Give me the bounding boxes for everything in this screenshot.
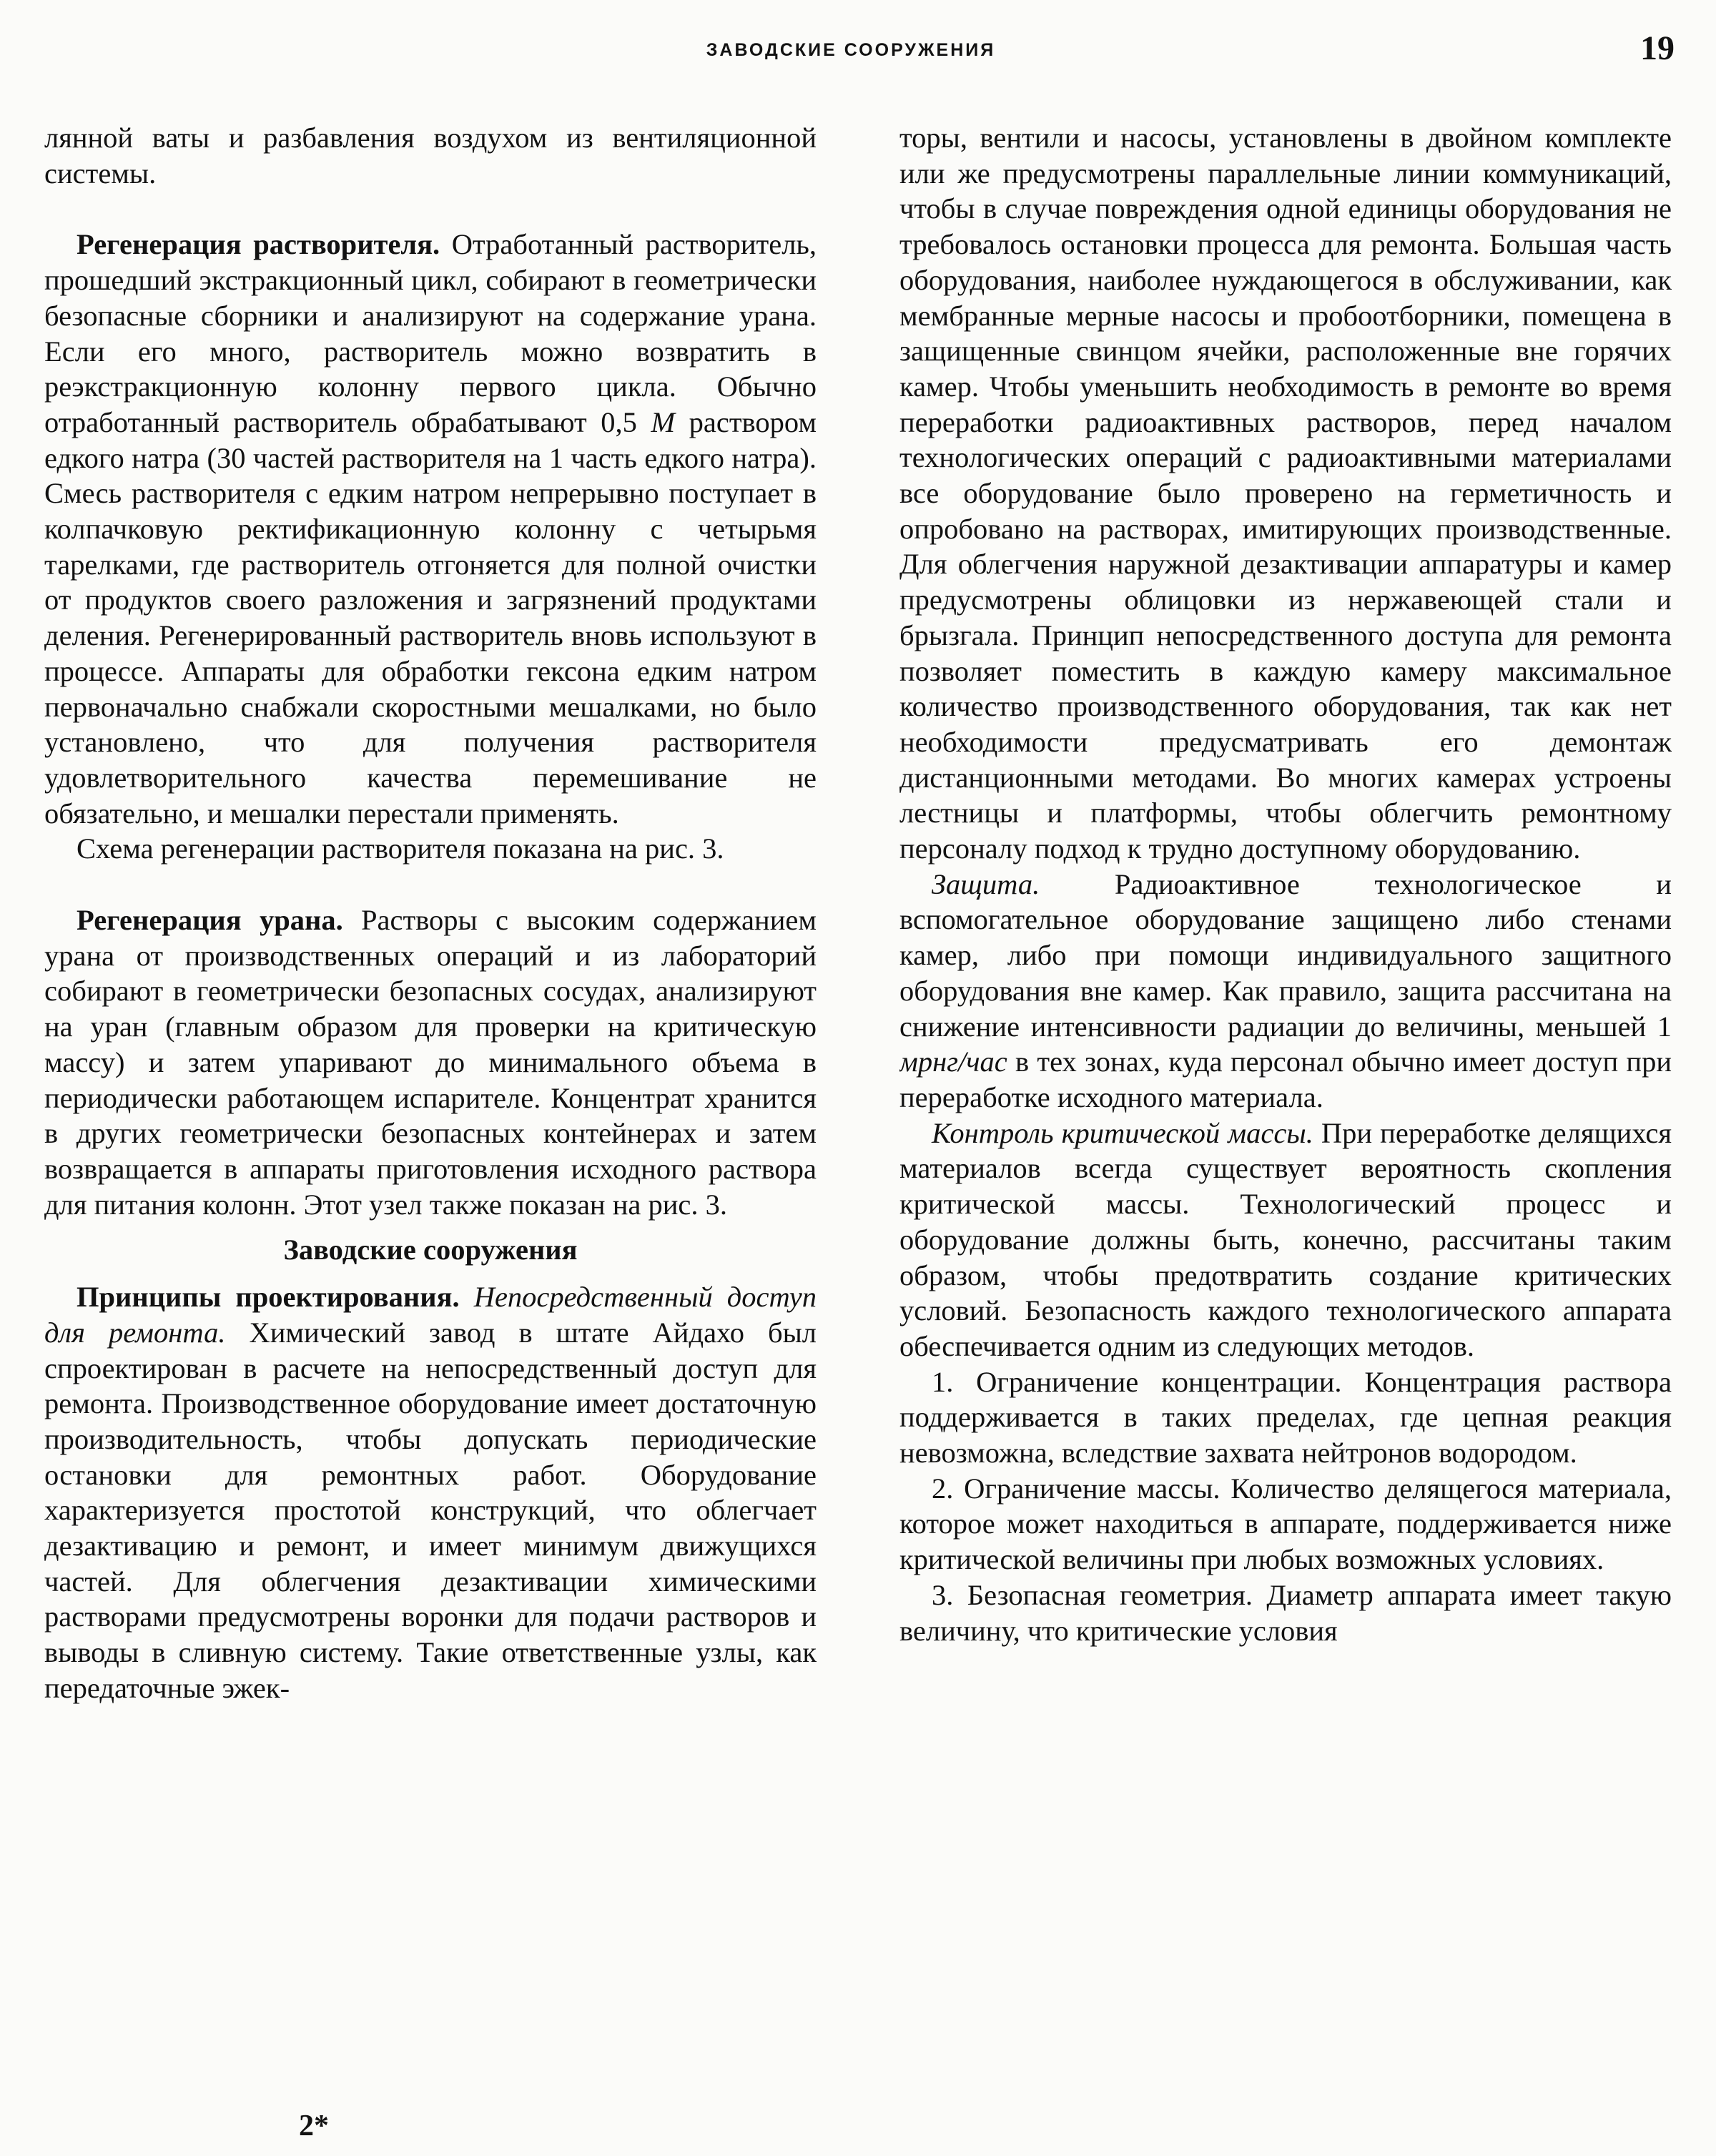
molarity-unit: М xyxy=(651,405,676,438)
paragraph-text: торы, вентили и насосы, установлены в двойном комплекте или же предусмотрены параллельные линии коммуникаций, чтобы в случае повреждения одной единицы оборудования не требовалось остановки процесса для ремонта. Большая часть оборудования, наиболее нуждающегося в обслуживании, как мембранные мерные насосы и пробоотборники, помещена в защищенные свинцом ячейки, расположенные вне горячих камер. Чтобы уменьшить необходимость в ремонте во время переработки радиоактивных растворов, перед началом технологических операций с радиоактивными материалами все оборудование было проверено на герметичность и опробовано на растворах, имитирующих производственные. Для облегчения наружной дезактивации аппаратуры и камер предусмотрены облицовки из нержавеющей стали и брызгала. Принцип непосредственного доступа для ремонта позволяет поместить в каждую камеру максимальное количество производственного оборудования, так как нет необходимости предусматривать его демонтаж дистанционными методами. Во многих камерах устроены лестницы и платформы, чтобы облегчить ремонтному персоналу подход к трудно доступному оборудованию. xyxy=(899,122,1672,865)
paragraph-text: Химический завод в штате Айдахо был спроектирован в расчете на непосредственный доступ для ремонта. Производственное оборудование имеет достаточную производительность, чтобы допускать периодические остановки для ремонтных работ. Оборудование характеризуется простотой конструкций, что облегчает дезактивацию и ремонт, и имеет минимум движущихся частей. Для облегчения дезактивации химическими растворами предусмотрены воронки для подачи растворов и выводы в сливную систему. Такие ответственные узлы, как передаточные эжек- xyxy=(44,1316,817,1704)
right-column xyxy=(899,120,1672,2094)
paragraph-shielding xyxy=(899,867,1672,1116)
dose-rate-unit: мрнг/час xyxy=(899,1045,1007,1078)
list-item-text: 2. Ограничение массы. Количество делящегося материала, которое может находиться в аппарате, поддерживается ниже критической величины при любых возможных условиях. xyxy=(899,1472,1672,1576)
paragraph-text: При переработке делящихся материалов всегда существует вероятность скопления критической массы. Технологический процесс и оборудование должны быть, конечно, рассчитаны таким образом, чтобы предотвратить создание критических условий. Безопасность каждого технологического аппарата обеспечивается одним из следующих методов. xyxy=(899,1116,1672,1362)
paragraph-text: раствором едкого натра (30 частей растворителя на 1 часть едкого натра). Смесь растворителя с едким натром непрерывно поступает в колпачковую ректификационную колонну с четырьмя тарелками, где растворитель отгоняется для полной очистки от продуктов своего разложения и загрязнений продуктами деления. Регенерированный растворитель вновь используют в процессе. Аппараты для обработки гексона едким натром первоначально снабжали скоростными мешалками, но было установлено, что для получения растворителя удовлетворительного качества перемешивание не обязательно, и мешалки перестали применять. xyxy=(44,405,817,830)
paragraph-text: Радиоактивное технологическое и вспомогательное оборудование защищено либо стенами камер, либо при помощи индивидуального защитного оборудования вне камер. Как правило, защита рассчитана на снижение интенсивности радиации до величины, меньшей 1 xyxy=(899,867,1672,1043)
list-item-text: 3. Безопасная геометрия. Диаметр аппарата имеет такую величину, что критические условия xyxy=(899,1578,1672,1647)
paragraph xyxy=(44,831,817,867)
run-in-heading: Регенерация урана. xyxy=(77,904,343,937)
subheading-italic: Защита. xyxy=(932,867,1040,900)
paragraph-criticality-control xyxy=(899,1116,1672,1364)
running-title: ЗАВОДСКИЕ СООРУЖЕНИЯ xyxy=(706,40,996,60)
list-item xyxy=(899,1471,1672,1577)
page-number: 19 xyxy=(1640,29,1675,67)
paragraph-text: Отработанный растворитель, прошедший экстракционный цикл, собирают в геометрически безопасные сборники и анализируют на содержание урана. Если его много, растворитель можно возвратить в реэкстракционную колонну первого цикла. Обычно отработанный растворитель обрабатывают 0,5 xyxy=(44,228,817,438)
left-column xyxy=(44,120,817,2094)
paragraph xyxy=(899,120,1672,867)
signature-mark: 2* xyxy=(299,2110,329,2142)
paragraph-uranium-regeneration xyxy=(44,902,817,1222)
paragraph-text: лянной ваты и разбавления воздухом из вентиляционной системы. xyxy=(44,122,817,189)
paragraph xyxy=(44,120,817,191)
run-in-heading: Принципы проектирования. xyxy=(77,1281,460,1314)
running-header xyxy=(0,29,1716,79)
paragraph-text: Схема регенерации растворителя показана на рис. 3. xyxy=(77,832,724,865)
paragraph-text: Растворы с высоким содержанием урана от производственных операций и из лабораторий собирают в геометрически безопасных сосудах, анализируют на уран (главным образом для проверки на критическую массу) и затем упаривают до минимального объема в периодически работающем испарителе. Концентрат хранится в других геометрически безопасных контейнерах и затем возвращается в аппараты приготовления исходного раствора для питания колонн. Этот узел также показан на рис. 3. xyxy=(44,904,817,1221)
paragraph-design-principles xyxy=(44,1279,817,1705)
list-item-text: 1. Ограничение концентрации. Концентрация раствора поддерживается в таких пределах, где цепная реакция невозможна, вследствие захвата нейтронов водородом. xyxy=(899,1365,1672,1470)
paragraph-solvent-regeneration xyxy=(44,227,817,831)
list-item xyxy=(899,1364,1672,1471)
run-in-heading: Регенерация растворителя. xyxy=(77,228,440,261)
list-item xyxy=(899,1577,1672,1648)
subheading-italic: Непосредственный доступ для ремонта. xyxy=(44,1281,817,1349)
subheading-italic: Контроль критической массы. xyxy=(932,1116,1313,1149)
paragraph-text: в тех зонах, куда персонал обычно имеет доступ при переработке исходного материала. xyxy=(899,1045,1672,1113)
section-heading: Заводские сооружения xyxy=(283,1234,578,1266)
